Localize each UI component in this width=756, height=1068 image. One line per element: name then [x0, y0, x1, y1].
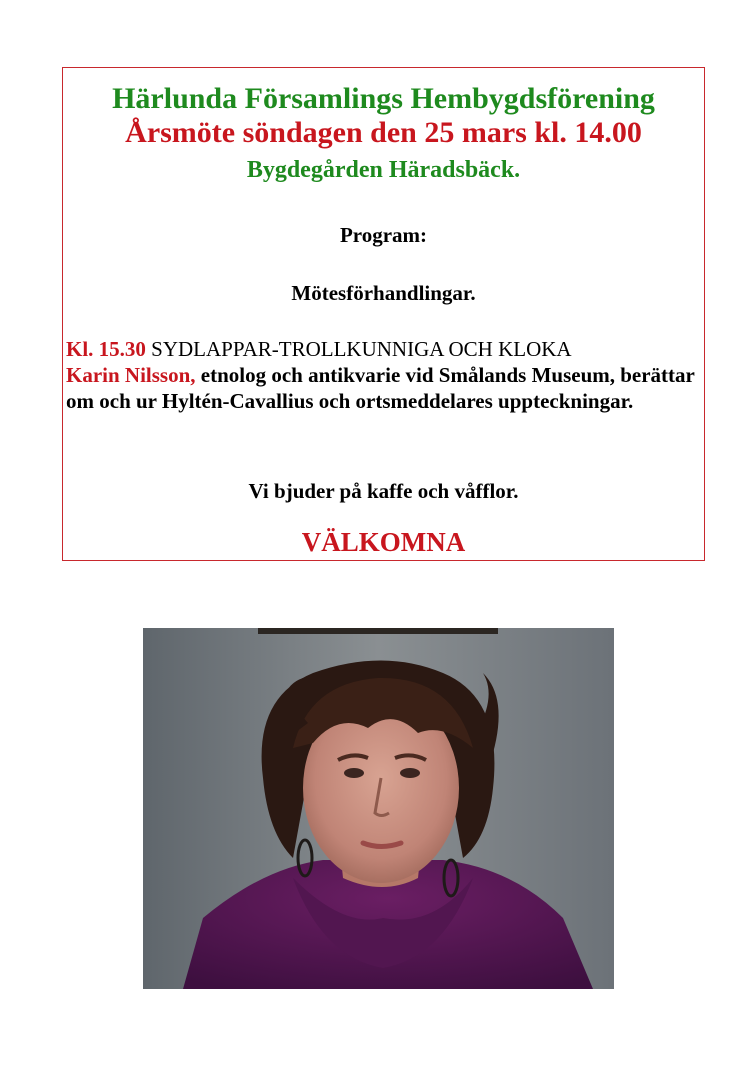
portrait-illustration: [143, 628, 614, 989]
talk-description: [66, 336, 696, 414]
agenda-item: Mötesförhandlingar.: [291, 281, 476, 305]
welcome-line: VÄLKOMNA: [301, 527, 466, 557]
organization-title: Härlunda Församlings Hembygdsförening: [112, 82, 655, 115]
coffee-line: Vi bjuder på kaffe och våfflor.: [248, 479, 519, 503]
speaker-photo: [143, 628, 614, 989]
talk-title: SYDLAPPAR-TROLLKUNNIGA OCH KLOKA: [151, 337, 572, 361]
program-heading: Program:: [339, 223, 428, 247]
meeting-date-line: Årsmöte söndagen den 25 mars kl. 14.00: [125, 116, 642, 149]
talk-time: Kl. 15.30: [66, 337, 146, 361]
talk-summary: etnolog och antikvarie vid Smålands Museum, berättar om och ur Hyltén-Cavallius och ortsmeddelares uppteckningar.: [66, 363, 695, 413]
speaker-name: Karin Nilsson,: [66, 363, 196, 387]
announcement-box: [62, 67, 705, 561]
venue-line: Bygdegården Häradsbäck.: [246, 157, 521, 183]
